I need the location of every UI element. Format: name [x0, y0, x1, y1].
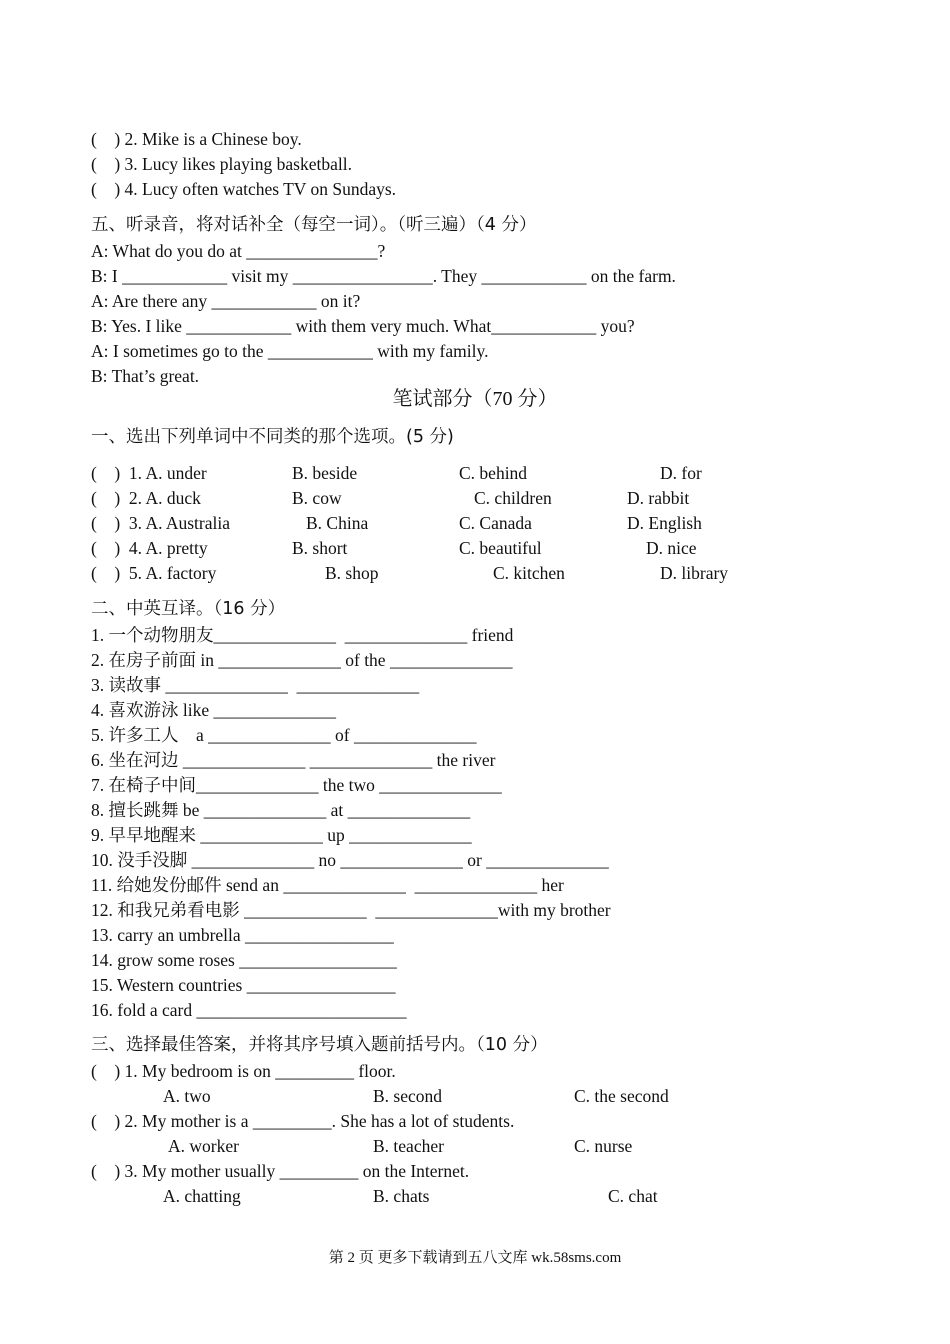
translation-item: 8. 擅长跳舞 be ______________ at ______________ — [91, 800, 471, 820]
dialogue-line: A: I sometimes go to the ____________ with my family. — [91, 341, 489, 361]
dialogue-line: B: Yes. I like ____________ with them very much. What____________ you? — [91, 316, 635, 336]
translation-item: 12. 和我兄弟看电影 ______________ ______________with my brother — [91, 900, 611, 920]
mc-q1-option-c: C. the second — [574, 1086, 669, 1106]
mc-q1-option-b: B. second — [373, 1086, 443, 1106]
part1-row5-c: C. kitchen — [493, 563, 565, 583]
translation-item: 4. 喜欢游泳 like ______________ — [91, 700, 336, 720]
part1-row2-d: D. rabbit — [627, 488, 690, 508]
tf-item-3: ( ) 3. Lucy likes playing basketball. — [91, 154, 352, 174]
dialogue-line: B: I ____________ visit my ________________. They ____________ on the farm. — [91, 266, 676, 286]
translation-item: 10. 没手没脚 ______________ no ______________ or ______________ — [91, 850, 609, 870]
translation-item: 6. 坐在河边 ______________ ______________ the river — [91, 750, 496, 770]
translation-item: 11. 给她发份邮件 send an ______________ ______________ her — [91, 875, 564, 895]
mc-q2-option-b: B. teacher — [373, 1136, 444, 1156]
mc-q3-option-b: B. chats — [373, 1186, 430, 1206]
mc-q1-option-a: A. two — [163, 1086, 211, 1106]
part1-heading: 一、选出下列单词中不同类的那个选项。(5 分) — [91, 427, 454, 447]
part1-row3-c: C. Canada — [459, 513, 532, 533]
mc-question-2: ( ) 2. My mother is a _________. She has a lot of students. — [91, 1111, 515, 1131]
part1-row1-b: B. beside — [292, 463, 358, 483]
translation-item: 9. 早早地醒来 ______________ up ______________ — [91, 825, 472, 845]
part1-row1-a: ( ) 1. A. under — [91, 463, 207, 483]
translation-item: 16. fold a card ________________________ — [91, 1000, 407, 1020]
mc-q2-option-c: C. nurse — [574, 1136, 633, 1156]
translation-item: 2. 在房子前面 in ______________ of the ______________ — [91, 650, 513, 670]
mc-q3-option-a: A. chatting — [163, 1186, 241, 1206]
mc-question-3: ( ) 3. My mother usually _________ on the Internet. — [91, 1161, 470, 1181]
mc-q3-option-c: C. chat — [608, 1186, 658, 1206]
part1-row1-c: C. behind — [459, 463, 528, 483]
part1-row2-c: C. children — [474, 488, 552, 508]
mc-question-1: ( ) 1. My bedroom is on _________ floor. — [91, 1061, 396, 1081]
section5-heading: 五、听录音，将对话补全（每空一词）。（听三遍）（4 分） — [91, 215, 537, 235]
dialogue-line: A: Are there any ____________ on it? — [91, 291, 361, 311]
translation-item: 7. 在椅子中间______________ the two ______________ — [91, 775, 502, 795]
translation-item: 3. 读故事 ______________ ______________ — [91, 675, 420, 695]
part2-heading: 二、中英互译。（16 分） — [91, 599, 286, 619]
translation-item: 14. grow some roses __________________ — [91, 950, 397, 970]
part1-row4-a: ( ) 4. A. pretty — [91, 538, 208, 558]
dialogue-line: B: That’s great. — [91, 366, 200, 386]
page-footer: 第 2 页 更多下载请到五八文库 wk.58sms.com — [328, 1250, 622, 1266]
part1-row5-a: ( ) 5. A. factory — [91, 563, 217, 583]
translation-item: 1. 一个动物朋友______________ ______________ friend — [91, 625, 514, 645]
translation-item: 15. Western countries _________________ — [91, 975, 396, 995]
part1-row2-b: B. cow — [292, 488, 342, 508]
part1-row3-b: B. China — [306, 513, 369, 533]
part1-row3-d: D. English — [627, 513, 702, 533]
translation-item: 5. 许多工人 a ______________ of ______________ — [91, 725, 477, 745]
part1-row4-d: D. nice — [646, 538, 697, 558]
part1-row3-a: ( ) 3. A. Australia — [91, 513, 231, 533]
tf-item-4: ( ) 4. Lucy often watches TV on Sundays. — [91, 179, 397, 199]
part1-row4-b: B. short — [292, 538, 348, 558]
part1-row4-c: C. beautiful — [459, 538, 542, 558]
written-part-title: 笔试部分（70 分） — [392, 388, 558, 410]
dialogue-line: A: What do you do at _______________? — [91, 241, 386, 261]
part3-heading: 三、选择最佳答案，并将其序号填入题前括号内。（10 分） — [91, 1035, 548, 1055]
translation-item: 13. carry an umbrella _________________ — [91, 925, 394, 945]
part1-row1-d: D. for — [660, 463, 702, 483]
part1-row5-b: B. shop — [325, 563, 379, 583]
part1-row5-d: D. library — [660, 563, 729, 583]
part1-row2-a: ( ) 2. A. duck — [91, 488, 201, 508]
mc-q2-option-a: A. worker — [168, 1136, 239, 1156]
tf-item-2: ( ) 2. Mike is a Chinese boy. — [91, 129, 302, 149]
